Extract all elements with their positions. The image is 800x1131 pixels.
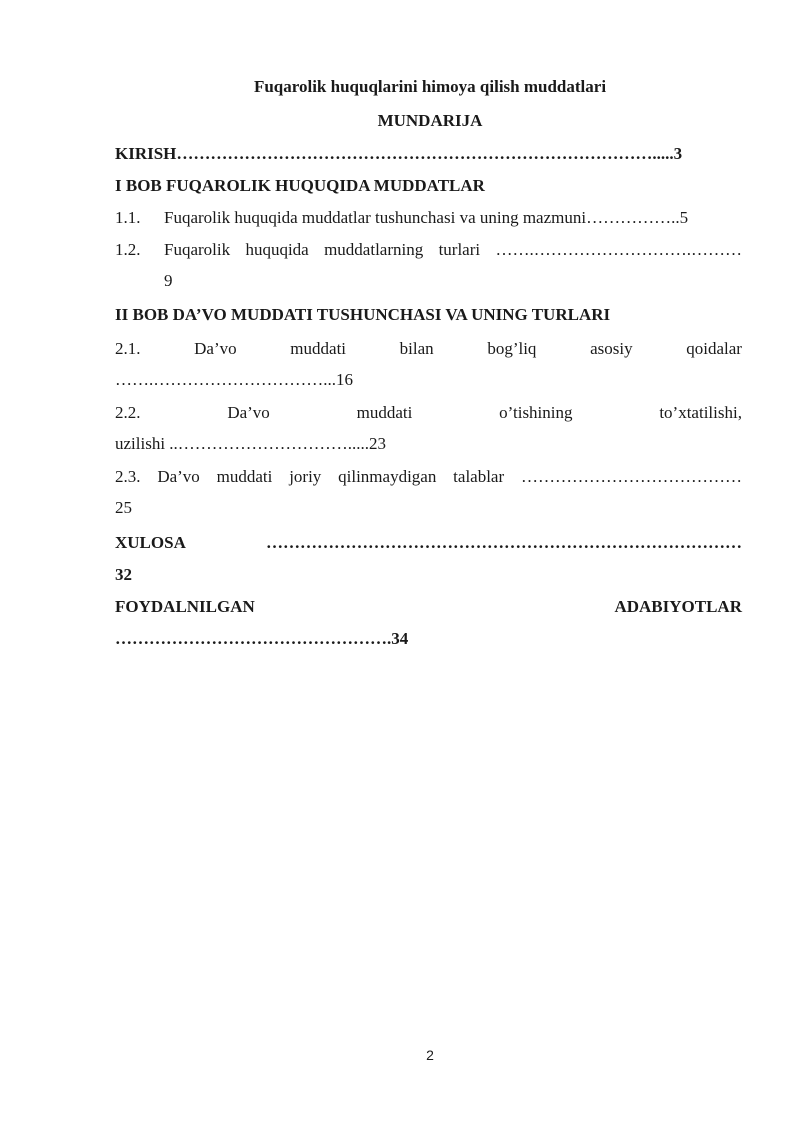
toc-entry-adabiyotlar-line bbox=[115, 596, 742, 618]
toc-entry-2-1-page: …….…………………………...16 bbox=[115, 370, 353, 389]
toc-word: muddati bbox=[290, 339, 347, 358]
toc-word: turlari bbox=[438, 240, 481, 259]
toc-word: qilinmaydigan bbox=[338, 467, 437, 486]
toc-entry-2-3-page: 25 bbox=[115, 498, 132, 517]
toc-entry-1-2-number: 1.2. bbox=[115, 240, 141, 259]
toc-entry-adabiyotlar-page: ………………………………………….34 bbox=[115, 629, 409, 648]
toc-word: FOYDALNILGAN bbox=[115, 597, 255, 616]
toc-word: Da’vo bbox=[194, 339, 237, 358]
toc-entry-1-1-text: Fuqarolik huquqida muddatlar tushunchasi va uning mazmuni……………..5 bbox=[164, 208, 689, 227]
toc-word: to’xtatilishi, bbox=[659, 403, 742, 422]
toc-entry-1-2-line bbox=[164, 239, 742, 261]
toc-leader-dots: ………………………………… bbox=[520, 467, 742, 486]
toc-word: Fuqarolik bbox=[164, 240, 231, 259]
toc-entry-1-1-number: 1.1. bbox=[115, 208, 141, 227]
toc-entry-2-3-line bbox=[115, 466, 742, 488]
toc-entry-2-2-line bbox=[115, 402, 742, 424]
toc-word: muddati bbox=[356, 403, 413, 422]
toc-word: asosiy bbox=[590, 339, 633, 358]
toc-entry-2-2-page: uzilishi ..………………………….....23 bbox=[115, 434, 387, 453]
toc-word: Da’vo bbox=[157, 467, 200, 486]
toc-entry-kirish: KIRISH………………………………………………………………………….....3 bbox=[115, 144, 683, 163]
toc-leader-dots: …….……………………….……… bbox=[495, 240, 742, 259]
toc-entry-xulosa-page: 32 bbox=[115, 565, 132, 584]
toc-word: 2.2. bbox=[115, 403, 141, 422]
toc-word: o’tishining bbox=[499, 403, 573, 422]
toc-word: qoidalar bbox=[686, 339, 742, 358]
toc-leader-dots: ………………………………………………………………………… bbox=[266, 533, 742, 552]
toc-heading: MUNDARIJA bbox=[377, 111, 483, 130]
toc-word: muddatlarning bbox=[324, 240, 424, 259]
page-number: 2 bbox=[426, 1047, 434, 1063]
toc-word: 2.3. bbox=[115, 467, 141, 486]
toc-entry-xulosa-line bbox=[115, 532, 742, 554]
toc-word: huquqida bbox=[245, 240, 309, 259]
toc-word: bilan bbox=[399, 339, 434, 358]
toc-word: Da’vo bbox=[227, 403, 270, 422]
toc-entry-1-2-page: 9 bbox=[164, 271, 173, 290]
toc-word: joriy bbox=[289, 467, 322, 486]
toc-word: bog’liq bbox=[487, 339, 537, 358]
toc-word: 2.1. bbox=[115, 339, 141, 358]
toc-word: ADABIYOTLAR bbox=[614, 597, 742, 616]
document-title: Fuqarolik huquqlarini himoya qilish muddatlari bbox=[253, 77, 607, 96]
toc-chapter-1: I BOB FUQAROLIK HUQUQIDA MUDDATLAR bbox=[115, 176, 485, 195]
toc-word: muddati bbox=[216, 467, 273, 486]
toc-word: XULOSA bbox=[115, 533, 186, 552]
toc-entry-2-1-line bbox=[115, 338, 742, 360]
toc-word: talablar bbox=[453, 467, 505, 486]
toc-chapter-2: II BOB DA’VO MUDDATI TUSHUNCHASI VA UNING TURLARI bbox=[115, 305, 611, 324]
